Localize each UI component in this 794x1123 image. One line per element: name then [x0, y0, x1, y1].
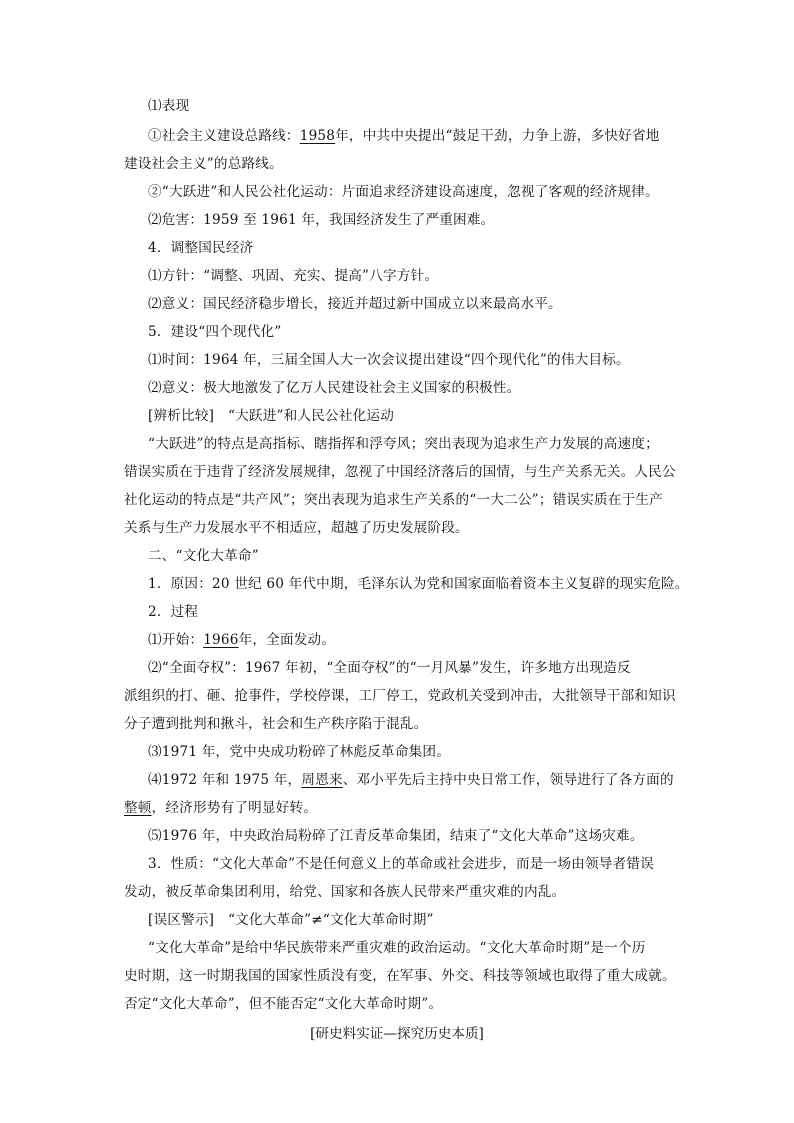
- paragraph-cause: 1．原因：20 世纪 60 年代中期，毛泽东认为党和国家面临着资本主义复辟的现实危险。: [148, 576, 689, 592]
- paragraph-seize-power: ⑵“全面夺权”：1967 年初，“全面夺权”的“一月风暴”发生，许多地方出现造反: [148, 660, 631, 676]
- paragraph-line: 派组织的打、砸、抢事件，学校停课，工厂停工，党政机关受到冲击，大批领导干部和知识: [124, 688, 676, 704]
- text: 年，全面发动。: [238, 632, 336, 648]
- paragraph-1972-1975: [148, 770, 674, 790]
- text: ⑷1972 年和 1975 年，: [148, 772, 302, 788]
- heading-adjust-economy: 4．调整国民经济: [148, 240, 254, 256]
- heading-process: 2．过程: [148, 604, 199, 620]
- paragraph-harm: ⑵危害：1959 至 1961 年，我国经济发生了严重困难。: [148, 212, 495, 228]
- paragraph-significance-2: ⑵意义：极大地激发了亿万人民建设社会主义国家的积极性。: [148, 380, 521, 396]
- box-title-misconception: [误区警示] “文化大革命”≠“文化大革命时期”: [148, 912, 434, 928]
- blank-year-1966: 1966: [203, 632, 239, 648]
- heading-cultural-revolution: 二、“文化大革命”: [148, 548, 259, 564]
- paragraph-line: 发动，被反革命集团利用，给党、国家和各族人民带来严重灾难的内乱。: [124, 884, 566, 900]
- paragraph-line: 史时期，这一时期我国的国家性质没有变，在军事、外交、科技等领域也取得了重大成就。: [124, 968, 676, 984]
- paragraph-misconception: “文化大革命”是给中华民族带来严重灾难的政治运动。“文化大革命时期”是一个历: [148, 940, 646, 956]
- paragraph-compare: “大跃进”的特点是高指标、瞎指挥和浮夸风；突出表现为追求生产力发展的高速度；: [148, 436, 659, 452]
- blank-zhou-enlai: 周恩来: [301, 772, 343, 788]
- box-title-compare: [辨析比较] “大跃进”和人民公社化运动: [148, 408, 395, 424]
- blank-rectification: 整顿: [124, 800, 152, 816]
- paragraph-policy: ⑴方针：“调整、巩固、充实、提高”八字方针。: [148, 268, 439, 284]
- paragraph-time: ⑴时间：1964 年，三届全国人大一次会议提出建设“四个现代化”的伟大目标。: [148, 352, 630, 368]
- subheading-manifestation: ⑴表现: [148, 98, 190, 114]
- paragraph-line: 建设社会主义”的总路线。: [124, 156, 283, 172]
- paragraph-line: 社化运动的特点是“共产风”；突出表现为追求生产关系的“一大二公”；错误实质在于生产: [124, 492, 663, 508]
- paragraph-general-line: [148, 126, 660, 146]
- paragraph-line: 分子遭到批判和揪斗，社会和生产秩序陷于混乱。: [124, 716, 428, 732]
- paragraph-significance: ⑵意义：国民经济稳步增长，接近并超过新中国成立以来最高水平。: [148, 296, 562, 312]
- text: 年，中共中央提出“鼓足干劲，力争上游，多快好省地: [335, 128, 660, 144]
- paragraph-line: 否定“文化大革命”，但不能否定“文化大革命时期”。: [124, 996, 443, 1012]
- paragraph-line: 关系与生产力发展水平不相适应，超越了历史发展阶段。: [124, 520, 469, 536]
- heading-four-modernizations: 5．建设“四个现代化”: [148, 324, 282, 340]
- section-title-historical-evidence: [研史料实证—探究历史本质]: [310, 1026, 484, 1042]
- paragraph-great-leap: ②“大跃进”和人民公社化运动：片面追求经济建设高速度，忽视了客观的经济规律。: [148, 184, 659, 200]
- blank-year-1958: 1958: [299, 128, 336, 144]
- text: 、邓小平先后主持中央日常工作，领导进行了各方面的: [342, 772, 674, 788]
- paragraph-start: [148, 630, 335, 650]
- text: ⑴开始：: [148, 632, 204, 648]
- paragraph-line: [124, 798, 317, 818]
- paragraph-1976: ⑸1976 年，中央政治局粉碎了江青反革命集团，结束了“文化大革命”这场灾难。: [148, 828, 644, 844]
- paragraph-nature: 3．性质：“文化大革命”不是任何意义上的革命或社会进步，而是一场由领导者错误: [148, 856, 654, 872]
- text: ，经济形势有了明显好转。: [151, 800, 318, 816]
- paragraph-1971: ⑶1971 年，党中央成功粉碎了林彪反革命集团。: [148, 744, 450, 760]
- paragraph-line: 错误实质在于违背了经济发展规律，忽视了中国经济落后的国情，与生产关系无关。人民公: [124, 464, 676, 480]
- text: ①社会主义建设总路线：: [148, 128, 300, 144]
